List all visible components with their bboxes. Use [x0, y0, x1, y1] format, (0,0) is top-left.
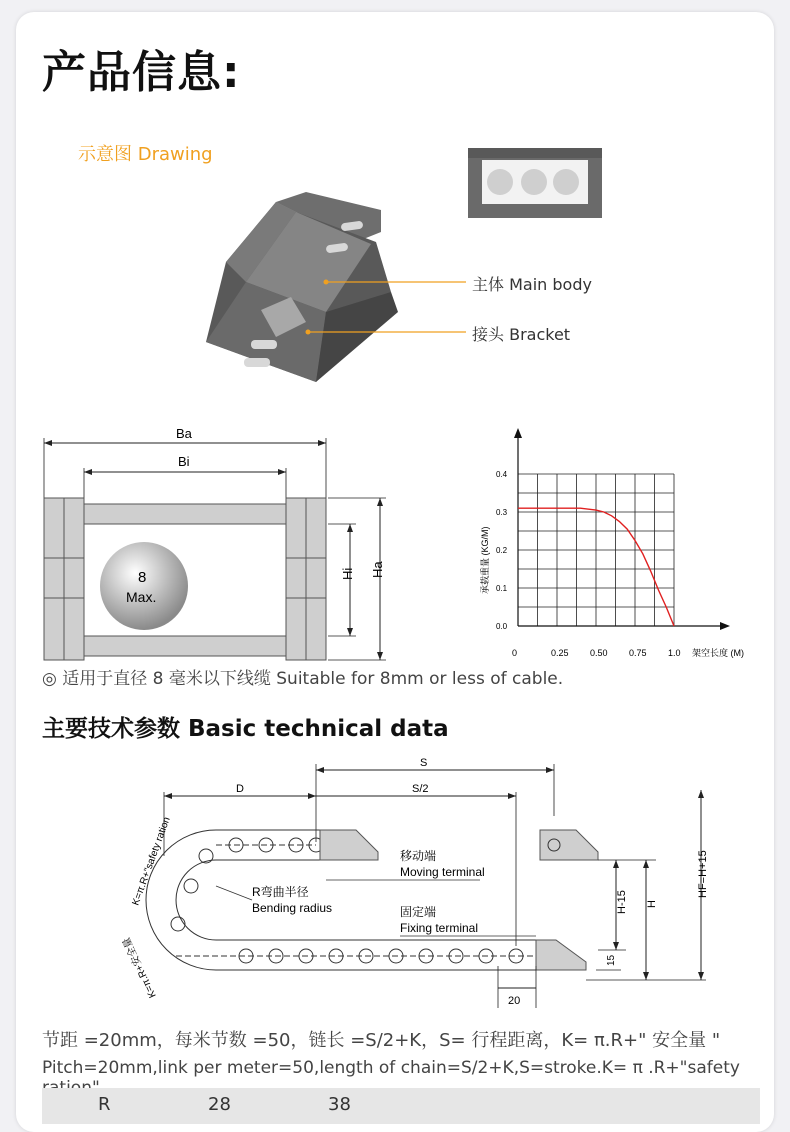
spec-table-row [42, 1088, 760, 1124]
chart-y-label: 承载重量 (KG/M) [480, 526, 490, 594]
cable-note: ◎ 适用于直径 8 毫米以下线缆 Suitable for 8mm or less of cable. [42, 669, 564, 689]
load-chart [456, 416, 756, 656]
chart-grid [514, 428, 730, 630]
fixed-terminal-cn: 固定端 [400, 905, 437, 919]
chain-diagram [116, 756, 709, 1012]
dim-s-half: S/2 [412, 783, 429, 795]
chart-x-tick-label: 0 [512, 648, 518, 658]
pitch-description-en: Pitch=20mm,link per meter=50,length of chain=S/2+K,S=stroke.K= π .R+"safety [42, 1058, 740, 1078]
moving-terminal-cn: 移动端 [400, 849, 437, 863]
spec-table-label: R [98, 1094, 111, 1115]
dim-15: 15 [606, 954, 617, 966]
cable-size-label: 8 [138, 569, 147, 586]
spec-table-value: 38 [328, 1094, 351, 1115]
dim-h15: H-15 [616, 890, 628, 914]
safety-ration-label: K=π.R+"safety ration [130, 815, 173, 908]
dim-h: H [646, 900, 658, 908]
pitch-description-cn: 节距 =20mm，每米节数 =50，链长 =S/2+K，S= 行程距离，K= π.R+" 安全量 " [42, 1030, 721, 1051]
page-title: 产品信息: [42, 47, 241, 98]
safety-cn-label: K=π.R+安全量 [121, 935, 159, 1000]
chart-x-tick-label: 0.50 [590, 648, 608, 658]
product-info-card [16, 12, 774, 1132]
dim-20: 20 [508, 995, 521, 1007]
chart-x-tick-label: 0.25 [551, 648, 569, 658]
moving-terminal-en: Moving terminal [400, 865, 485, 879]
cross-section-drawing [36, 418, 396, 658]
chart-ticks [496, 470, 681, 658]
bending-radius-cn: R弯曲半径 [252, 885, 309, 899]
dim-d: D [236, 783, 244, 795]
callout-main-body: 主体 Main body [472, 275, 592, 294]
chart-x-tick-label: 1.0 [668, 648, 681, 658]
dim-s: S [420, 757, 428, 769]
fixed-terminal-en: Fixing terminal [400, 921, 479, 935]
chart-y-axis-arrow [514, 428, 522, 438]
callout-bracket: 接头 Bracket [472, 325, 571, 344]
cable-max-label: Max. [126, 589, 157, 605]
chart-y-tick-label: 0.2 [496, 546, 508, 555]
chart-y-tick-label: 0.3 [496, 508, 508, 517]
chart-y-tick-label: 0.4 [496, 470, 508, 479]
chart-x-label: 架空长度 (M) [692, 648, 744, 658]
dim-ha: Ha [370, 561, 385, 578]
section-title: 主要技术参数 Basic technical data [42, 716, 449, 742]
chart-y-tick-label: 0.0 [496, 622, 508, 631]
section-thumbnail [466, 146, 606, 222]
bending-radius-en: Bending radius [252, 901, 333, 915]
callout-lines [296, 272, 476, 352]
chart-x-tick-label: 0.75 [629, 648, 647, 658]
chart-x-axis-arrow [720, 622, 730, 630]
spec-table-value: 28 [208, 1094, 231, 1115]
dim-hf: HF=H+15 [697, 850, 709, 898]
dim-ba: Ba [176, 426, 192, 441]
drawing-label: 示意图 Drawing [78, 144, 213, 165]
dim-hi: Hi [340, 567, 355, 580]
chart-y-tick-label: 0.1 [496, 584, 508, 593]
dim-bi: Bi [178, 454, 190, 469]
